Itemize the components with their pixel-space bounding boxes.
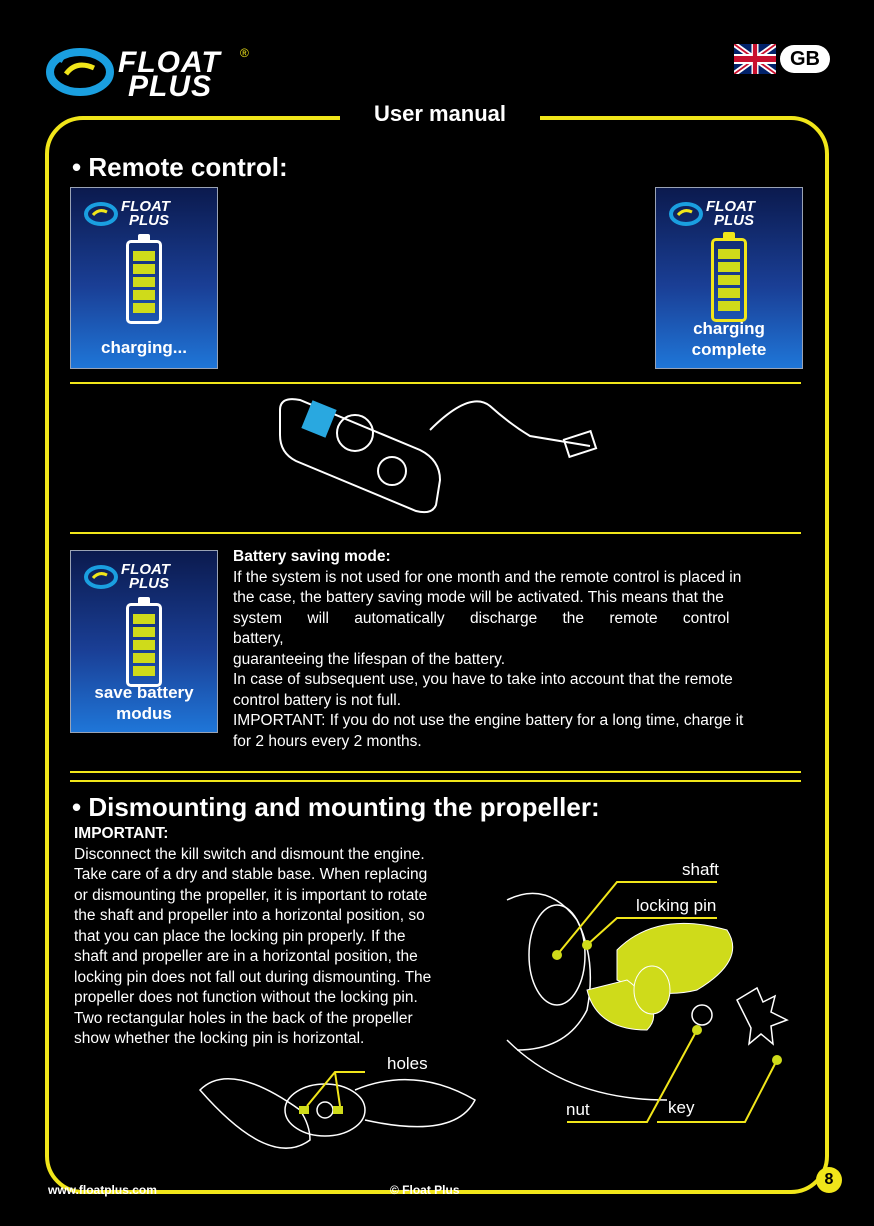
logo-mark-icon	[83, 561, 123, 593]
brand-logo	[44, 40, 254, 103]
footer-copyright: © Float Plus	[390, 1183, 460, 1197]
label-shaft: shaft	[682, 860, 719, 879]
propeller-line: that you can place the locking pin properly. If the	[74, 927, 406, 945]
card-logo	[79, 196, 209, 230]
battery-saving-title: Battery saving mode:	[233, 548, 391, 565]
uk-flag-icon	[734, 44, 776, 74]
label-locking-pin: locking pin	[636, 896, 717, 915]
page-number: 8	[816, 1167, 842, 1193]
divider	[70, 382, 801, 384]
logo-word-float: FLOAT	[118, 46, 221, 79]
propeller-line: shaft and propeller are in a horizontal position, the	[74, 948, 418, 965]
card-logo	[664, 196, 794, 230]
battery-saving-line: guaranteeing the lifespan of the battery.	[233, 650, 506, 668]
battery-full-icon	[711, 238, 747, 322]
propeller-line: propeller does not function without the locking pin.	[74, 989, 418, 1006]
label-nut: nut	[566, 1100, 590, 1119]
battery-saving-line: IMPORTANT: If you do not use the engine battery for a long time, charge it	[233, 712, 744, 729]
card-logo-float: FLOAT	[706, 198, 755, 215]
propeller-line: show whether the locking pin is horizontal.	[74, 1030, 365, 1047]
card-logo-float: FLOAT	[121, 198, 170, 215]
label-holes: holes	[387, 1054, 428, 1073]
charging-caption: charging...	[101, 338, 187, 357]
remote-control-heading: • Remote control:	[72, 152, 288, 182]
battery-icon	[126, 603, 162, 687]
battery-icon	[126, 240, 162, 324]
card-logo-float: FLOAT	[121, 561, 170, 578]
battery-saving-line: the case, the battery saving mode will be activated. This means that the	[233, 589, 724, 606]
card-logo-plus: PLUS	[129, 575, 170, 592]
remote-with-cable-illustration	[270, 390, 610, 520]
propeller-line: locking pin does not fall out during dismounting. The	[74, 968, 432, 986]
card-logo-plus: PLUS	[129, 212, 170, 229]
battery-saving-line: In case of subsequent use, you have to take into account that the remote	[233, 671, 733, 688]
card-logo	[79, 559, 209, 593]
section-title: User manual	[340, 100, 540, 130]
propeller-text	[74, 824, 484, 1050]
charging-complete-card	[655, 187, 803, 369]
propeller-heading: • Dismounting and mounting the propeller:	[72, 792, 600, 822]
propeller-important: IMPORTANT:	[74, 825, 169, 842]
footer-url[interactable]: www.floatplus.com	[48, 1183, 157, 1197]
battery-saving-line: If the system is not used for one month and the remote control is placed in	[233, 568, 742, 586]
save-battery-caption-2: modus	[116, 704, 172, 723]
battery-saving-line: for 2 hours every 2 months.	[233, 732, 422, 750]
logo-word-plus: PLUS	[128, 70, 213, 103]
charging-card	[70, 187, 218, 369]
save-battery-card	[70, 550, 218, 733]
propeller-holes-illustration	[195, 1060, 485, 1170]
logo-mark-icon	[83, 198, 123, 230]
logo-reg-mark: ®	[240, 46, 249, 60]
language-badge: GB	[780, 45, 830, 73]
divider	[70, 771, 801, 773]
charging-complete-caption-2: complete	[691, 340, 767, 359]
charging-complete-caption-1: charging	[693, 319, 765, 338]
logo-mark-icon	[668, 198, 708, 230]
divider	[70, 780, 801, 782]
propeller-line: or dismounting the propeller, it is important to rotate	[74, 886, 428, 904]
divider	[70, 532, 801, 534]
propeller-line: Disconnect the kill switch and dismount the engine.	[74, 845, 425, 863]
propeller-line: the shaft and propeller into a horizontal position, so	[74, 907, 425, 924]
propeller-line: Take care of a dry and stable base. When replacing	[74, 866, 428, 883]
propeller-line: Two rectangular holes in the back of the propeller	[74, 1009, 413, 1027]
logo-mark-icon	[44, 40, 124, 100]
label-key: key	[668, 1098, 695, 1117]
battery-saving-line: system will automatically discharge the remote control battery,	[233, 609, 730, 647]
battery-saving-line: control battery is not full.	[233, 691, 401, 709]
battery-saving-section	[233, 547, 801, 752]
save-battery-caption-1: save battery	[94, 683, 194, 702]
card-logo-plus: PLUS	[714, 212, 755, 229]
